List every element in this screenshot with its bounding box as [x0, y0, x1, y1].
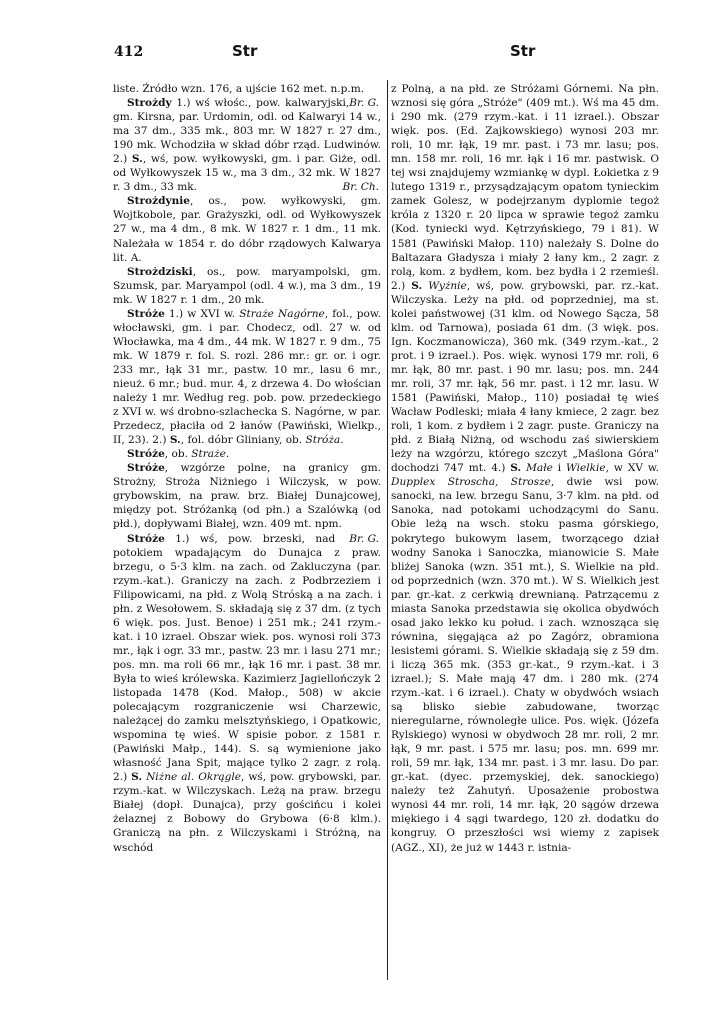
left-column	[113, 82, 381, 855]
page-header	[0, 40, 720, 64]
entry-continuation: liste. Źródło wzn. 176, a ujście 162 met. n.p.m. Br. G.	[113, 83, 379, 110]
entry-heading: Strożdy	[127, 97, 172, 110]
entry-heading: Strożdynie	[127, 195, 190, 208]
entry-heading: Stróże	[127, 307, 165, 320]
entry-stroze-3: Stróże, wzgórze polne, na granicy gm. Strożny, Stroża Niżniego i Wilczysk, w pow. grybowskim, na praw. brz. Białej Dunajcowej, między pot. Stróżanką (od płn.) a Szalówką (od płd.), dopływami Białej, wzn. 409 mt. npm. Br. G.	[113, 462, 381, 545]
author-signature: Br. G.	[349, 532, 379, 545]
entry-heading: Stróże	[127, 448, 165, 461]
entry-strozdynie: Strożdynie, os., pow. wyłkowyski, gm. Wojtkobole, par. Grażyszki, odl. od Wyłkowyszek 27 w., ma 4 dm., 8 mk. W 1827 r. 1 dm., 11 mk. Należała w 1854 r. do dóbr rządowych Kalwarya lit. A.	[113, 195, 381, 264]
entry-strozdziski: Strożdziski, os., pow. maryampolski, gm. Szumsk, par. Maryampol (odl. 4 w.), ma 3 dm., 19 mk. W 1827 r. 1 dm., 20 mk.	[113, 265, 381, 306]
entry-strozdy: Strożdy 1.) wś włośc., pow. kalwaryjski, gm. Kirsna, par. Urdomin, odl. od Kalwaryi 14 w., ma 37 dm., 335 mk., 803 mr. W 1827 r. 27 dm., 190 mk. Wchodziła w skład dóbr rząd. Ludwinów. 2.) S., wś, pow. wyłkowyski, gm. i par. Giże, odl. od Wyłkowyszek 15 w., ma 3 dm., 32 mk. W 1827 r. 3 dm., 33 mk. Br. Ch.	[113, 97, 382, 194]
entry-continuation: z Polną, a na płd. ze Stróżami Górnemi. Na płn. wznosi się góra „Stróże" (409 mt.). Wś ma 45 dm. i 290 mk. (279 rzym.-kat. i 11 izrael.). Obszar więk. pos. (Ed. Zajkowskiego) wynosi 203 mr. roli, 10 mr. łąk, 19 mr. past. i 73 mr. lasu; pos. mn. 158 mr. roli, 16 mr. łąk i 16 mr. pastwisk. O tej wsi znajdujemy wzmiankę w dypl. Łokietka z 9 lutego 1319 r., przysądzającym opatom tynieckim zamek Golesz, w podejrzanym dyplomie tegoż króla z 1320 r. 20 lipca w sprawie tegoż zamku (Kod. tyniecki wyd. Kętrzyńskiego, 79 i 81). W 1581 (Pawiński Małop. 110) należały S. Dolne do Baltazara Gładysza i miały 2 łany km., 2 zagr. z rolą, kom. z bydłem, kom. bez bydła i 2 rzemieśl. 2.) S. Wyżnie, wś, pow. grybowski, par. rz.-kat. Wilczyska. Leży na płd. od poprzedniej, ma st. kolei państwowej (31 klm. od Nowego Sącza, 58 klm. od Tarnowa), posiada 61 dm. (3 więk. pos. Ign. Koczmanowicza), 360 mk. (349 rzym.-kat., 2 prot. i 9 izrael.). Pos. więk. wynosi 179 mr. roli, 6 mr. łąk, 80 mr. past. i 90 mr. lasu; pos. mn. 244 mr. roli, 37 mr. łąk, 56 mr. past. i 12 mr. lasu. W 1581 (Pawiński, Małop., 110) posiadał tę wieś Wacław Podleski; miała 4 łany kmiece, 2 zagr. bez roli, 1 kom. z bydłem i 2 zagr. puste. Graniczy na płd. z Białą Niżną, od wschodu zaś siwierskiem leży na wzgórzu, którego szczyt „Maślona Góra" dochodzi 747 mt. 4.) S. Małe i Wielkie, w XV w. Dupplex Stroscha, Strosze, dwie wsi pow. sanocki, na lew. brzegu Sanu, 3·7 klm. na płd. od Sanoka, nad potokami uchodzącymi do Sanu. Obie leżą na wsch. stoku pasma górskiego, pokrytego bukowym lasem, tworzącego dział wodny Sanoka i Sanoczka, mianowicie S. Małe bliżej Sanoka (wzn. 351 mt.), S. Wielkie na płd. od poprzednich (wzn. 370 mt.). W S. Wielkich jest par. gr.-kat. z cerkwią drewnianą. Patrzącemu z miasta Sanoka przedstawia się okolica obydwóch osad jako lekko ku połud. i zach. wznosząca się równina, sięgająca aż po Zagórz, obramiona lesistemi górami. S. Wielkie składają się z 59 dm. i liczą 365 mk. (353 gr.-kat., 9 rzym.-kat. i 3 izrael.); S. Małe mają 47 dm. i 280 mk. (274 rzym.-kat. i 6 izrael.). Chaty w obydwóch wsiach są blisko siebie zabudowane, tworząc nieregularne, równoległe ulice. Pos. więk. (Józefa Rylskiego) wynosi w obydwoch 28 mr. roli, 2 mr. łąk, 9 mr. past. i 575 mr. lasu; pos. mn. 699 mr. roli, 59 mr. łąk, 134 mr. past. i 3 mr. lasu. Do par. gr.-kat. (dyec. przemyskiej, dek. sanockiego) należy też Zahutyń. Uposażenie probostwa wynosi 44 mr. roli, 14 mr. łąk, 20 sągów drzewa miękiego i 4 sągi twardego, 120 zł. dodatku do kongruy. O przeszłości wsi wiemy z zapisek (AGZ., XI), że już w 1443 r. istnia-	[391, 83, 660, 854]
author-signature: Br. Ch.	[342, 181, 379, 194]
author-signature: Br. G.	[349, 97, 379, 110]
entry-stroze-4: Stróże 1.) wś, pow. brzeski, nad potokiem wpadającym do Dunajca z praw. brzegu, o 5·3 klm. na zach. od Zakluczyna (par. rzym.-kat.). Graniczy na zach. z Podbrzeziem i Filipowicami, na płd. z Wolą Stróską a na zach. i płn. z Wesołowem. S. składają się z 37 dm. (z tych 6 więk. pos. Just. Benoe) i 251 mk.; 241 rzym.-kat. i 10 izrael. Obszar wiek. pos. wynosi roli 373 mr., łąk i ogr. 33 mr., pastw. 23 mr. i lasu 271 mr.; pos. mn. ma roli 66 mr., łąk 16 mr. i past. 38 mr. Była to wieś królewska. Kazimierz Jagiellończyk 2 listopada 1478 (Kod. Małop., 508) w akcie polecającym rozgraniczenie wsi Charzewic, należącej do zamku melsztyńskiego, i Opatkowic, wspomina tę wieś. W spisie pobor. z 1581 r. (Pawiński Małp., 144). S. są wymienione jako własność Jana Spit, mające tylko 2 zagr. z rolą. 2.) S. Niżne al. Okrągle, wś, pow. grybowski, par. rzym.-kat. w Wilczyskach. Leżą na praw. brzegu Białej (dopł. Dunajca), przy gościńcu i kolei żelaznej z Bobowy do Grybowa (6·8 klm.). Graniczą na płn. z Wilczyskami i Stróżną, na wschód	[113, 532, 382, 854]
entry-stroze-1: Stróże 1.) w XVI w. Straże Nagórne, fol., pow. włocławski, gm. i par. Chodecz, odl. 27 w. od Włocławka, ma 4 dm., 44 mk. W 1827 r. 9 dm., 75 mk. W 1879 r. fol. S. rozl. 286 mr.: gr. or. i ogr. 233 mr., łąk 31 mr., pastw. 10 mr., lasu 6 mr., nieuż. 6 mr.; bud. mur. 4, z drzewa 4. Do włościan należy 1 mr. Według reg. pob. pow. przedeckiego z XVI w. wś drobno-szlachecka S. Nagórne, w par. Przedecz, płaciła od 2 łanów (Pawiński, Wielkp., II, 23). 2.) S., fol. dóbr Gliniany, ob. Stróża.	[113, 307, 382, 447]
running-head-left: Str	[232, 42, 258, 60]
column-divider	[387, 80, 388, 980]
entry-heading: Strożdziski	[127, 265, 193, 278]
entry-stroze-2: Stróże, ob. Straże.	[127, 448, 230, 461]
entry-heading: Stróże	[127, 532, 165, 545]
entry-heading: Stróże	[127, 462, 165, 475]
running-head-right: Str	[510, 42, 536, 60]
right-column	[391, 82, 659, 855]
page-number: 412	[114, 44, 144, 60]
